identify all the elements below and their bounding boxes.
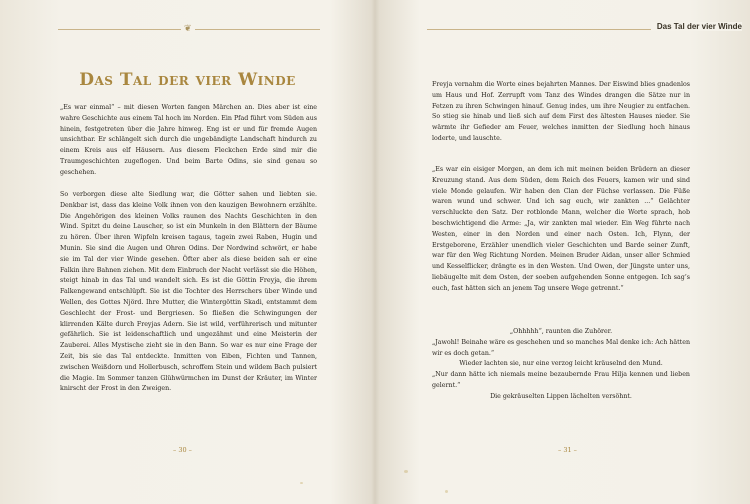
paper-stain (404, 470, 408, 473)
right-page (375, 0, 750, 504)
paragraph: „Jawohl! Beinahe wäre es geschehen und so manches Mal denke ich: Ach hätten wir es doch getan.“ (432, 338, 690, 357)
body-text-block-3 (432, 327, 690, 403)
paragraph: „Es war einmal“ – mit diesen Worten fangen Märchen an. Dies aber ist eine wahre Geschichte aus einem Tal hoch im Norden. Ein Pfad führt vom Süden aus hinein, festgetreten über die Jahre hinweg. Eng ist er und für fremde Augen unsichtbar. Er schlängelt sich durch die ungebändigte Landschaft hindurch zu einem Kreis aus elf Häusern. Aus diesem Fleckchen Erde sind mir die Traumgeschichten zugeflogen. Und beim Barte Odins, sie sind genau so geschehen. (60, 104, 317, 176)
ornament-icon: ❦ (181, 24, 195, 34)
paragraph: „Es war ein eisiger Morgen, an dem ich mit meinen beiden Brüdern an dieser Kreuzung stand. Aus dem Süden, dem Reich des Feuers, kamen wir und sind viele Monde gelaufen. Wir haben den Clan der Füchse verlassen. Die Füße waren wund und schwer. Und ich sag euch, wir zankten ...“ Gelächter verschluckte den Satz. Der rotblonde Mann, welcher die Worte sprach, hob beschwichtigend die Arme: „Ja, wir zankten mal wieder. Ein Weg führte nach Westen, einer in den Norden und einer nach Osten. Ich, Flynn, der Erstgeborene, Erzähler unendlich vieler Geschichten und Barde seiner Zunft, war für den Weg Richtung Norden. Meinen Bruder Aidan, unser aller Schmied und Kesselflicker, drängte es in den Westen. Und Owen, der Jüngste unter uns, liebäugelte mit dem Osten, der soeben aufgehenden Sonne entgegen. Ich sag’s euch, fast hätten sich an jenem Tag unsere Wege getrennt.“ (432, 166, 690, 292)
paper-stain (300, 482, 303, 484)
running-header: Das Tal der vier Winde (651, 22, 742, 31)
page-number: – 31 – (558, 446, 577, 454)
body-text-block-2 (432, 165, 690, 295)
paragraph: Die gekräuselten Lippen lächelten versöhnt. (490, 392, 632, 400)
page-number: – 30 – (173, 446, 192, 454)
paragraph: „Ohhhhh“, raunten die Zuhörer. (509, 328, 613, 335)
header-rule (427, 29, 689, 30)
paragraph: Wieder lachten sie, nur eine verzog leicht kräuselnd den Mund. (459, 360, 663, 368)
paragraph: „Nur dann hätte ich niemals meine bezaubernde Frau Hilja kennen und lieben gelernt.“ (432, 371, 690, 389)
paper-stain (445, 490, 448, 493)
body-text-block-1 (60, 103, 317, 179)
body-text-block-1 (432, 80, 690, 145)
chapter-title: Das Tal der vier Winde (79, 70, 296, 90)
paragraph: So verborgen diese alte Siedlung war, die Götter sahen und liebten sie. Denkbar ist, dass das kleine Volk ihnen von den kauzigen Bewohnern erzählte. Die Angehörigen des kleinen Volks raunen des Nachts Geschichten in den Wind. Spitzt du deine Lauscher, so ist ein Munkeln in den Blättern der Bäume zu hören. Über ihren Wipfeln kreisen tagaus, tagein zwei Raben, Hugin und Munin. Sie sind die Augen und Ohren Odins. Der Nordwind schwört, er habe sie im Tal der vier Winde gesehen. Öfter aber als diese beiden sah er eine Falkin ihre Bahnen ziehen. Mit dem Einbruch der Nacht verlässt sie die Höhen, steigt hinab in das Tal und wandelt sich. Es ist die Göttin Freyja, die ihrem Falkengewand entschlüpft. Sie ist die Tochter des Herrschers über Winde und Wellen, des Gottes Njörd. Ihre Mutter, die Wintergöttin Skadi, entstammt dem Geschlecht der Frost- und Bergriesen. So fließen die Schwingungen der klirrenden Kälte durch Freyjas Adern. Sie ist wild, verführerisch und mitunter gefährlich. Sie ist leidenschaftlich und ungezähmt und eine Meisterin der Zauberei. Alles Mystische zieht sie in den Bann. So war es nur eine Frage der Zeit, bis sie das Tal entdeckte. Inmitten von Eiben, Fichten und Tannen, zwischen Weißdorn und Hollerbusch, schroffem Stein und wildem Bach pulsiert die Magie. Im Sommer tanzen Glühwürmchen im Dunst der Kräuter, im Winter knirscht der Frost in den Zweigen. (60, 191, 317, 393)
body-text-block-2 (60, 190, 317, 395)
paragraph: Freyja vernahm die Worte eines bejahrten Mannes. Der Eiswind blies gnadenlos um Haus und Hof. Zerrupft vom Tanz des Windes drangen die Sätze nur in Fetzen zu ihren Schwingen hinauf. Genug indes, um ihre Neugier zu entfachen. So stieg sie hinab und ließ sich auf dem First des ältesten Hauses nieder. Sie wärmte ihr Gefieder am Feuer, welches inmitten der Siedlung hoch hinaus loderte, und lauschte. (432, 81, 690, 142)
